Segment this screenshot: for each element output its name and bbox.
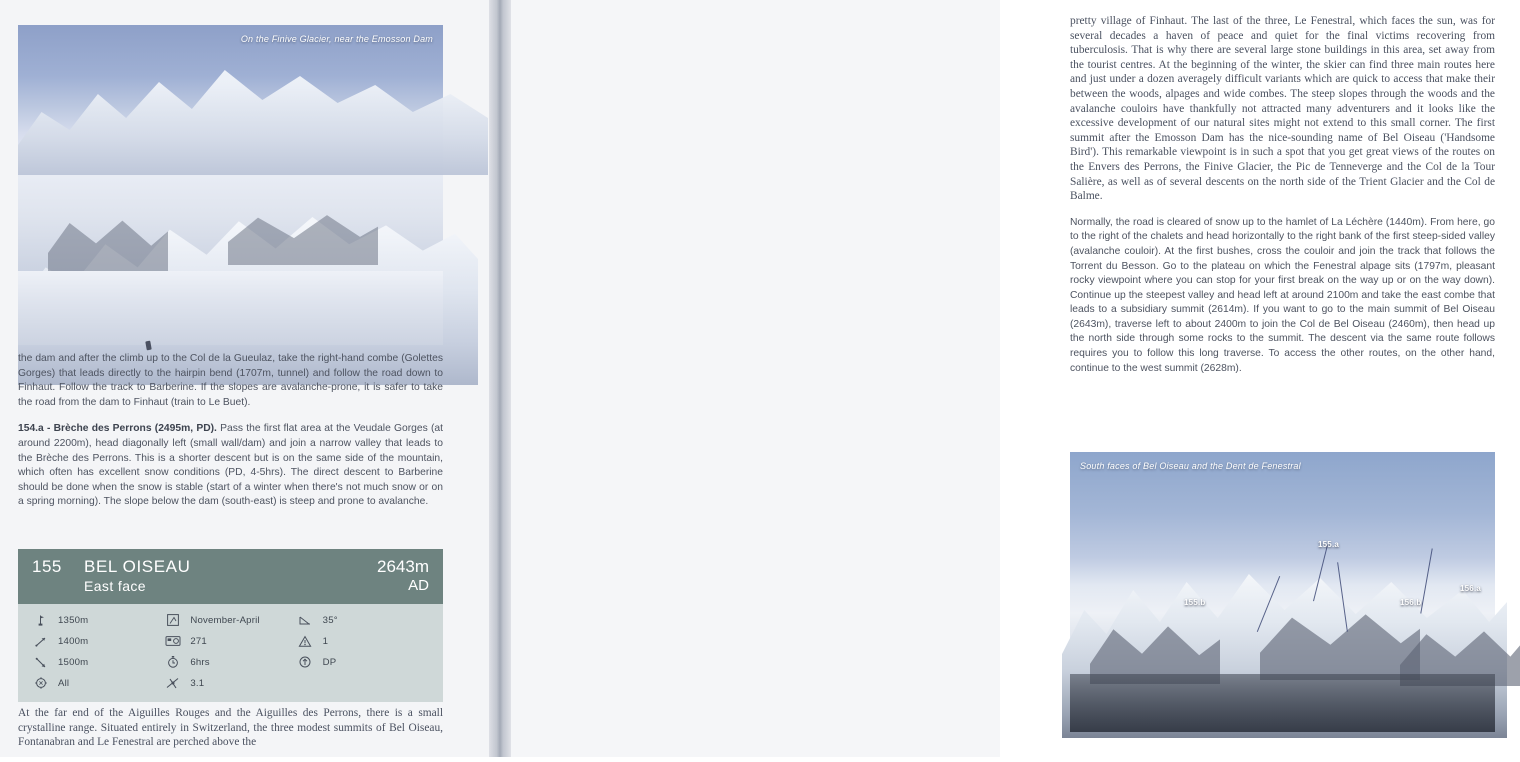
route-label: 156.b bbox=[1400, 598, 1422, 607]
finive-glacier-photo bbox=[18, 25, 443, 343]
route-number: 155 bbox=[32, 557, 62, 576]
foreground-shadow-slope bbox=[1070, 674, 1495, 732]
left-page bbox=[0, 0, 489, 757]
info-value: DP bbox=[322, 656, 337, 668]
info-row bbox=[32, 613, 164, 627]
foreground-snowfield bbox=[18, 271, 443, 345]
info-row bbox=[297, 613, 429, 627]
route-line bbox=[1420, 548, 1432, 613]
variant-heading: 154.a - Brèche des Perrons (2495m, PD). bbox=[18, 423, 217, 435]
aspect-compass-icon bbox=[32, 676, 49, 690]
photo-caption: South faces of Bel Oiseau and the Dent de Fenestral bbox=[1080, 461, 1301, 471]
variant-body: Pass the first flat area at the Veudale Gorges (at around 2200m), head diagonally left (small wall/dam) and join a narrow valley that leads to the Brèche des Perrons. This is a shorter descent but is on the same side of the mountain, which often has excellent snow conditions (PD, 4-5hrs). The direct descent to Barberine should be done when the snow is stable (start of a winter when there's not much snow or on a spring morning). The slope below the dam (south-east) is steep and prone to avalanche. bbox=[18, 423, 443, 508]
left-text-column bbox=[18, 352, 443, 522]
route-info-header bbox=[18, 549, 443, 604]
info-row bbox=[164, 655, 296, 669]
info-row bbox=[297, 655, 429, 669]
ascent-icon bbox=[32, 634, 49, 648]
route-identity bbox=[32, 557, 190, 595]
info-row bbox=[32, 676, 164, 690]
duration-clock-icon bbox=[164, 655, 181, 669]
season-map-icon bbox=[164, 613, 181, 627]
ski-technique-icon bbox=[164, 676, 181, 690]
descent-icon bbox=[32, 655, 49, 669]
route-stats bbox=[377, 557, 429, 595]
info-value: 1350m bbox=[58, 614, 89, 626]
exposure-warning-icon bbox=[297, 634, 314, 648]
route-altitude: 2643m bbox=[377, 557, 429, 576]
book-gutter-shadow bbox=[489, 0, 511, 757]
info-column-3 bbox=[297, 613, 429, 690]
paragraph-variant-154a bbox=[18, 422, 443, 510]
background-ridge bbox=[18, 25, 488, 175]
info-row bbox=[164, 613, 296, 627]
info-column-1 bbox=[32, 613, 164, 690]
info-value: 1 bbox=[322, 635, 329, 647]
paragraph-range-intro: At the far end of the Aiguilles Rouges and the Aiguilles des Perrons, there is a small crystalline range. Situated entirely in Switzerland, the three modest summits of Bel Oiseau, Fontanabran and Le Fenestral are perched above the bbox=[18, 707, 443, 749]
right-text-column bbox=[1070, 14, 1495, 388]
route-grade: AD bbox=[408, 577, 429, 594]
info-value: 1400m bbox=[58, 635, 89, 647]
photo-caption: On the Finive Glacier, near the Emosson Dam bbox=[240, 34, 433, 44]
map-sheet-icon bbox=[164, 634, 181, 648]
rock-outcrop bbox=[228, 201, 378, 265]
info-value: November-April bbox=[190, 614, 260, 626]
paragraph-finhaut-intro: pretty village of Finhaut. The last of the three, Le Fenestral, which faces the sun, was for several decades a haven of peace and quiet for the final victims recovering from tuberculosis. That is why there are several large stone buildings in this area, set away from the tourist centres. At the beginning of the winter, the skier can find three main routes here and just under a dozen averagely difficult variants which are quick to access that make their between the woods, alpages and wide combes. The steep slopes through the woods and the avalanche couloirs have thankfully not attracted many adventurers and it looks like the excessive development of our natural sites might not extend to this small corner. The first summit after the Emosson Dam has the nice-sounding name of Bel Oiseau ('Handsome Bird'). This remarkable viewpoint is in such a spot that you get great views of the routes on the Envers des Perrons, the Finive Glacier, the Pic de Tenneverge and the Col de la Tour Salière, as well as of several descents on the north side of the Trient Glacier and the Col de Balme. bbox=[1070, 15, 1495, 203]
bel-oiseau-photo bbox=[1070, 452, 1495, 730]
info-value: All bbox=[58, 677, 70, 689]
info-row bbox=[164, 634, 296, 648]
rock-outcrop bbox=[48, 211, 168, 271]
info-value: 271 bbox=[190, 635, 207, 647]
info-column-2 bbox=[164, 613, 296, 690]
slope-angle-icon bbox=[297, 613, 314, 627]
info-value: 3.1 bbox=[190, 677, 205, 689]
right-page bbox=[511, 0, 1495, 757]
route-subtitle: East face bbox=[84, 578, 146, 594]
paragraph-approach: the dam and after the climb up to the Col de la Gueulaz, take the right-hand combe (Golettes Gorges) that leads directly to the hairpin bend (1707m, tunnel) and follow the road down to Finhaut. Follow the track to Barberine. If the slopes are avalanche-prone, it is safer to take the road from the dam to Finhaut (train to Le Buet). bbox=[18, 353, 443, 408]
info-row bbox=[32, 655, 164, 669]
route-info-box bbox=[18, 549, 443, 702]
start-altitude-icon bbox=[32, 613, 49, 627]
route-label: 156.a bbox=[1460, 584, 1482, 593]
left-closing-text bbox=[18, 706, 443, 762]
route-info-body bbox=[18, 604, 443, 702]
info-value: 35° bbox=[322, 614, 338, 626]
route-label: 155.a bbox=[1318, 540, 1340, 549]
access-lift-icon bbox=[297, 655, 314, 669]
route-names bbox=[84, 557, 190, 595]
info-row bbox=[32, 634, 164, 648]
info-row bbox=[164, 676, 296, 690]
route-label: 155.b bbox=[1184, 598, 1206, 607]
info-value: 6hrs bbox=[190, 656, 210, 668]
route-title: BEL OISEAU bbox=[84, 557, 191, 576]
info-row bbox=[297, 634, 429, 648]
paragraph-route-description: Normally, the road is cleared of snow up to the hamlet of La Léchère (1440m). From here, go to the right of the chalets and head horizontally to the right bank of the first steep-sided valley (avalanche couloir). At the first bushes, cross the couloir and join the track that follows the Torrent du Besson. Go to the plateau on which the Fenestral alpage sits (1797m, pleasant rocky viewpoint where you can stop for your first break on the way up or on the way down). Continue up the steepest valley and head left at around 2100m and take the east combe that leads to a subsidiary summit (2614m). If you want to go to the main summit of Bel Oiseau (2643m), traverse left to about 2400m to join the Col de Bel Oiseau (2460m), then head up the north side through some rocks to the summit. The descent via the same route follows requires you to follow this long traverse. To access the other routes, on the other hand, continue to the west summit (2628m). bbox=[1070, 216, 1495, 374]
info-value: 1500m bbox=[58, 656, 89, 668]
